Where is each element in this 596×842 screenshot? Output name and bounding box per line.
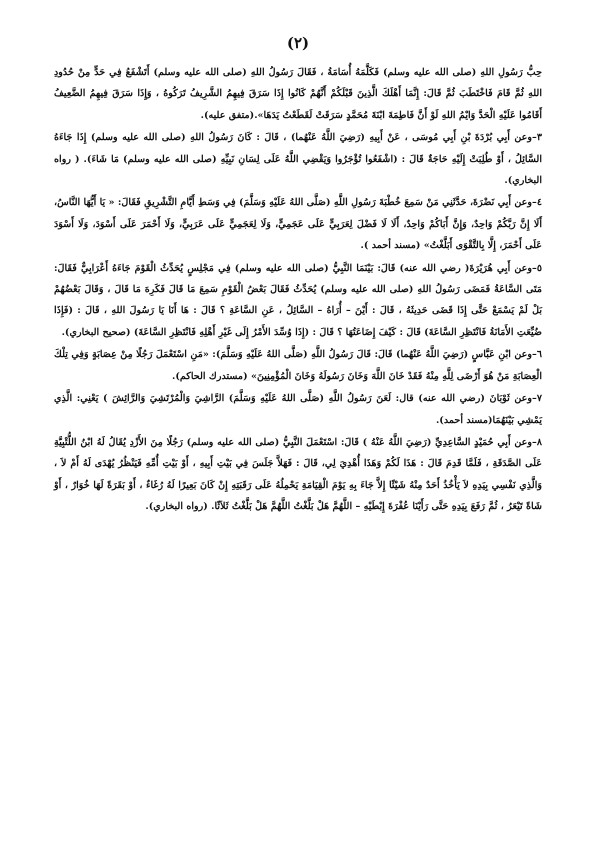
paragraph-hadith-8: ٨–وعن أَبِي حُمَيْدٍ السَّاعِدِيِّ (رَضِيَ اللَّهُ عَنْهُ ) قَالَ: اسْتَعْمَلَ النَّبِيُّ (صلى الله عليه وسلم) رَجُلًا مِنَ الأَزْدِ يُقَالُ لَهُ ابْنُ اللُّتْبِيَّةِ عَلَى الصَّدَقَةِ ، فَلَمَّا قَدِمَ قَالَ : هَذَا لَكُمْ وَهَذَا أُهْدِيَ لِي، قَالَ : فَهَلاَّ جَلَسَ فِي بَيْتِ أَبِيهِ ، أَوْ بَيْتِ أُمِّهِ فَيَنْظُرُ يُهْدَى لَهُ أَمْ لاَ ، وَالَّذِي نَفْسِي بِيَدِهِ لاَ يَأْخُذُ أَحَدٌ مِنْهُ شَيْئًا إِلاَّ جَاءَ بِهِ يَوْمَ الْقِيَامَةِ يَحْمِلُهُ عَلَى رَقَبَتِهِ إِنْ كَانَ بَعِيرًا لَهُ رُغَاءٌ ، أَوْ بَقَرَةً لَهَا خُوَارٌ ، أَوْ شَاةً تَيْعَرُ ، ثُمَّ رَفَعَ بِيَدِهِ حَتَّى رَأَيْنَا عُفْرَةَ إِبْطَيْهِ – اللَّهُمَّ هَلْ بَلَّغْتُ اللَّهُمَّ هَلْ بَلَّغْتُ ثَلاَثًا. (رواه البخاري). — [54, 436, 542, 513]
paragraph-hadith-6: ٦–وعن ابْنِ عَبَّاسٍ (رَضِيَ اللَّهُ عَنْهُما) قَالَ: قَالَ رَسُولُ اللَّهِ (صَلَّى اللهُ عَلَيْهِ وَسَلَّمَ): «مَنِ اسْتَعْمَلَ رَجُلًا مِنْ عِصَابَةٍ وَفِي تِلْكَ الْعِصَابَةِ مَنْ هُوَ أَرْضَى لِلَّهِ مِنْهُ فَقَدْ خَانَ اللَّهَ وَخَانَ رَسُولَهُ وَخَانَ الْمُؤْمِنِينَ» (مستدرك الحاكم). — [54, 349, 542, 382]
page-number: (٢) — [286, 34, 310, 52]
paragraph-hadith-3: ٣–وعن أَبِي بُرْدَةَ بْنِ أَبِي مُوسَى ، عَنْ أَبِيهِ (رَضِيَ اللَّهُ عَنْهُما) ، قَالَ : كَانَ رَسُولُ اللهِ (صلى الله عليه وسلم) إِذَا جَاءَهُ السَّائِلُ ، أَوْ طُلِبَتْ إِلَيْهِ حَاجَةٌ قَالَ : (اشْفَعُوا تُؤْجَرُوا وَيَقْضِي اللَّهُ عَلَى لِسَانِ نَبِيِّهِ (صلى الله عليه وسلم) مَا شَاءَ). ( رواه البخاري). — [54, 132, 542, 187]
paragraph-hadith-5: ٥–وعن أَبِي هُرَيْرَةَ( رضي الله عنه) قَالَ: بَيْنَمَا النَّبِيُّ (صلى الله عليه وسلم) فِي مَجْلِسٍ يُحَدِّثُ الْقَوْمَ جَاءَهُ أَعْرَابِيٌّ فَقَالَ: مَتَى السَّاعَةُ فَمَضَى رَسُولُ اللهِ (صلى الله عليه وسلم) يُحَدِّثُ فَقَالَ بَعْضُ الْقَوْمِ سَمِعَ مَا قَالَ فَكَرِهَ مَا قَالَ ، وَقَالَ بَعْضُهُمْ بَلْ لَمْ يَسْمَعْ حَتَّى إِذَا قَضَى حَدِيثَهُ ، قَالَ : أَيْنَ – أُرَاهُ – السَّائِلُ ، عَنِ السَّاعَةِ ؟ قَالَ : هَا أَنَا يَا رَسُولَ اللهِ ، قَالَ : (فَإِذَا ضُيِّعَتِ الأَمَانَةُ فَانْتَظِرِ السَّاعَةَ) قَالَ : كَيْفَ إِضَاعَتُهَا ؟ قَالَ : (إِذَا وُسِّدَ الأَمْرُ إِلَى غَيْرِ أَهْلِهِ فَانْتَظِرِ السَّاعَةَ) (صحيح البخاري). — [54, 262, 542, 338]
paragraph-hadith-7: ٧–وعن ثَوْبَانَ (رضي الله عنه) قال: لَعَنَ رَسُولُ اللَّهِ (صَلَّى اللهُ عَلَيْهِ وَسَلَّمَ) الرَّاشِيَ وَالْمُرْتَشِيَ وَالرَّائِشَ ) يَعْنِي: الَّذِي يَمْشِي بَيْنَهُمَا(مسند أحمد). — [54, 393, 542, 426]
hadith-text-body — [54, 62, 542, 518]
paragraph-hadith-4: ٤–وعن أَبِي نَضْرَةَ، حَدَّثَنِي مَنْ سَمِعَ خُطْبَةَ رَسُولِ اللَّهِ (صَلَّى اللهُ عَلَيْهِ وَسَلَّمَ) فِي وَسَطِ أَيَّامِ التَّشْرِيقِ فَقَالَ: « يَا أَيُّهَا النَّاسُ، أَلَا إِنَّ رَبَّكُمْ وَاحِدٌ، وَإِنَّ أَبَاكُمْ وَاحِدٌ، أَلَا لَا فَضْلَ لِعَرَبِيٍّ عَلَى عَجَمِيٍّ، وَلَا لِعَجَمِيٍّ عَلَى عَرَبِيٍّ، وَلَا أَحْمَرَ عَلَى أَسْوَدَ، وَلَا أَسْوَدَ عَلَى أَحْمَرَ، إِلَّا بِالتَّقْوَى أَبَلَّغْتُ» (مسند أحمد ). — [54, 197, 542, 252]
paragraph-hadith-continuation: حِبُّ رَسُولِ اللهِ (صلى الله عليه وسلم) فَكَلَّمَهُ أُسَامَةُ ، فَقَالَ رَسُولُ اللهِ (صلى الله عليه وسلم) أَتَشْفَعُ فِي حَدٍّ مِنْ حُدُودِ اللهِ ثُمَّ قَامَ فَاخْتَطَبَ ثُمَّ قَالَ: إِنَّمَا أَهْلَكَ الَّذِينَ قَبْلَكُمْ أَنَّهُمْ كَانُوا إِذَا سَرَقَ فِيهِمُ الشَّرِيفُ تَرَكُوهُ ، وَإِذَا سَرَقَ فِيهِمُ الضَّعِيفُ أَقَامُوا عَلَيْهِ الْحَدَّ وَايْمُ اللهِ لَوْ أَنَّ فَاطِمَةَ ابْنَةَ مُحَمَّدٍ سَرَقَتْ لَقَطَعْتُ يَدَهَا».(متفق عليه). — [54, 67, 542, 121]
